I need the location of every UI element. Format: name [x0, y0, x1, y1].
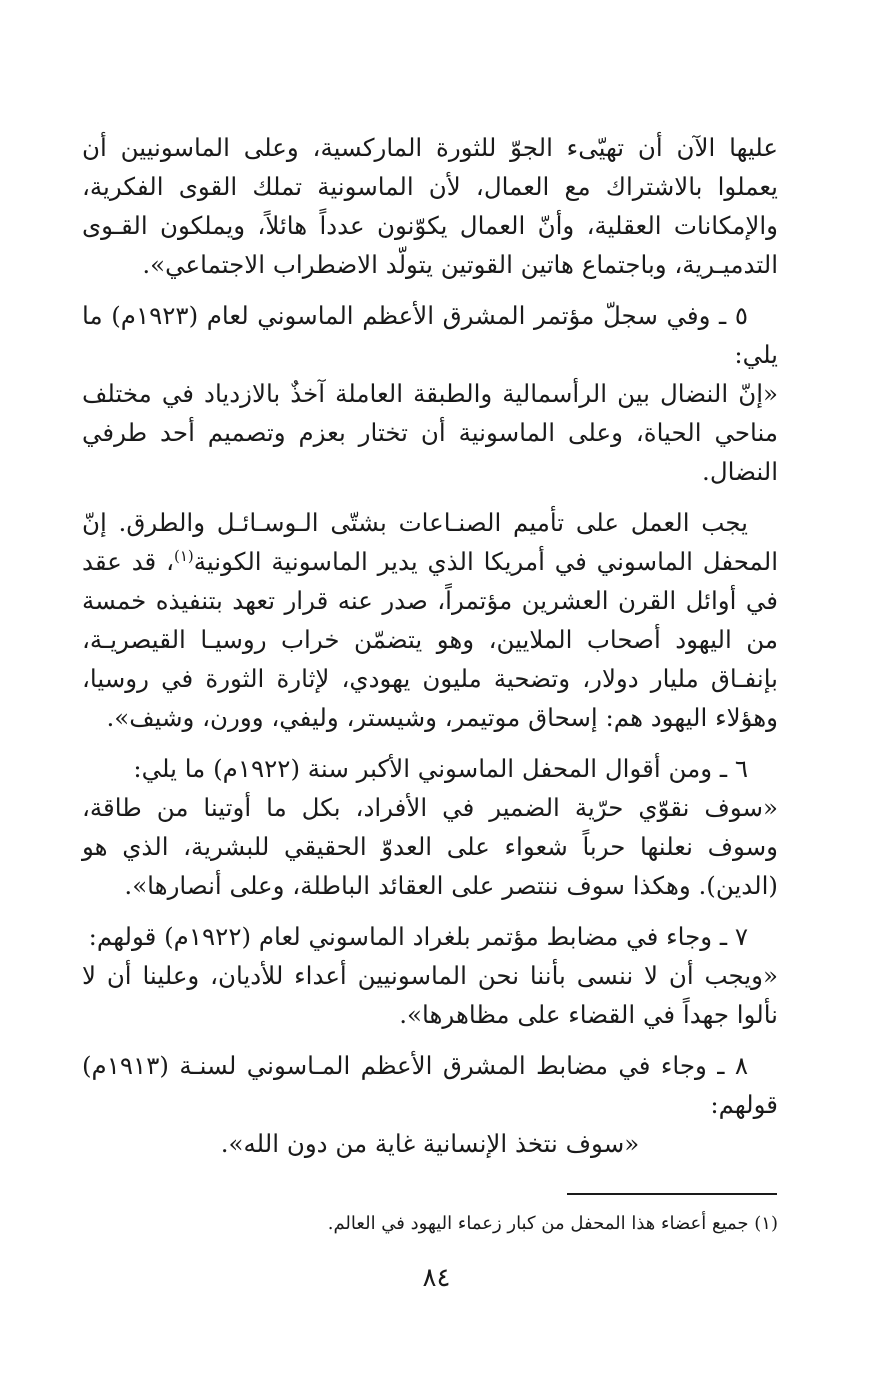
paragraph-4-part-1: يجب العمل على تأميم الصنـاعات بشتّى الـوسـائـل والطرق. إنّ المحفل الماسوني في أمريكا الذي يدير الماسونية الكونية — [82, 508, 778, 576]
footnote-divider — [567, 1193, 777, 1195]
paragraph-7: ٧ ـ وجاء في مضابط مؤتمر بلغراد الماسوني لعام (١٩٢٢م) قولهم: — [88, 922, 748, 951]
paragraph-1: عليها الآن أن تهيّىء الجوّ للثورة الماركسية، وعلى الماسونيين أن يعملوا بالاشتراك مع العمال، لأن الماسونية تملك القوى الفكرية، والإمكانات العقلية، وأنّ العمال يكوّنون عدداً هائلاً، ويملكون القـوى التدميـرية، وباجتماع هاتين القوتين يتولّد الاضطراب الاجتماعي». — [82, 133, 778, 279]
page-number: ٨٤ — [422, 1263, 451, 1293]
page-body — [82, 128, 778, 1163]
paragraph-4-part-2: ، قد عقد في أوائل القرن العشرين مؤتمراً، صدر عنه قرار تعهد بتنفيذه خمسة من اليهود أصحاب الملايين، وهو يتضمّن خراب روسيـا القيصريـة، بإنفـاق مليار دولار، وتضحية مليون يهودي، لإثارة الثورة في روسيا، وهؤلاء اليهود هم: إسحاق موتيمر، وشيستر، وليفي، وورن، وشيف». — [82, 547, 778, 732]
paragraph-2: ٥ ـ وفي سجلّ مؤتمر المشرق الأعظم الماسوني لعام (١٩٢٣م) ما يلي: — [82, 301, 778, 369]
paragraph-6: «سوف نقوّي حرّية الضمير في الأفراد، بكل ما أوتينا من طاقة، وسوف نعلنها حرباً شعواء على العدوّ الحقيقي للبشرية، الذي هو (الدين). وهكذا سوف ننتصر على العقائد الباطلة، وعلى أنصارها». — [82, 793, 778, 900]
paragraph-10: «سوف نتخذ الإنسانية غاية من دون الله». — [220, 1129, 640, 1158]
footnote: (١) جميع أعضاء هذا المحفل من كبار زعماء اليهود في العالم. — [327, 1213, 778, 1234]
footnote-reference: (١) — [174, 546, 194, 565]
paragraph-4 — [82, 503, 778, 737]
paragraph-8: «ويجب أن لا ننسى بأننا نحن الماسونيين أعداء للأديان، وعلينا أن لا نألوا جهداً في القضاء على مظاهرها». — [82, 961, 778, 1029]
paragraph-5: ٦ ـ ومن أقوال المحفل الماسوني الأكبر سنة (١٩٢٢م) ما يلي: — [133, 754, 748, 783]
paragraph-9: ٨ ـ وجاء في مضابط المشرق الأعظم المـاسوني لسنـة (١٩١٣م) قولهم: — [82, 1051, 778, 1119]
paragraph-3: «إنّ النضال بين الرأسمالية والطبقة العاملة آخذٌ بالازدياد في مختلف مناحي الحياة، وعلى الماسونية أن تختار بعزم وتصميم أحد طرفي النضال. — [82, 379, 778, 486]
